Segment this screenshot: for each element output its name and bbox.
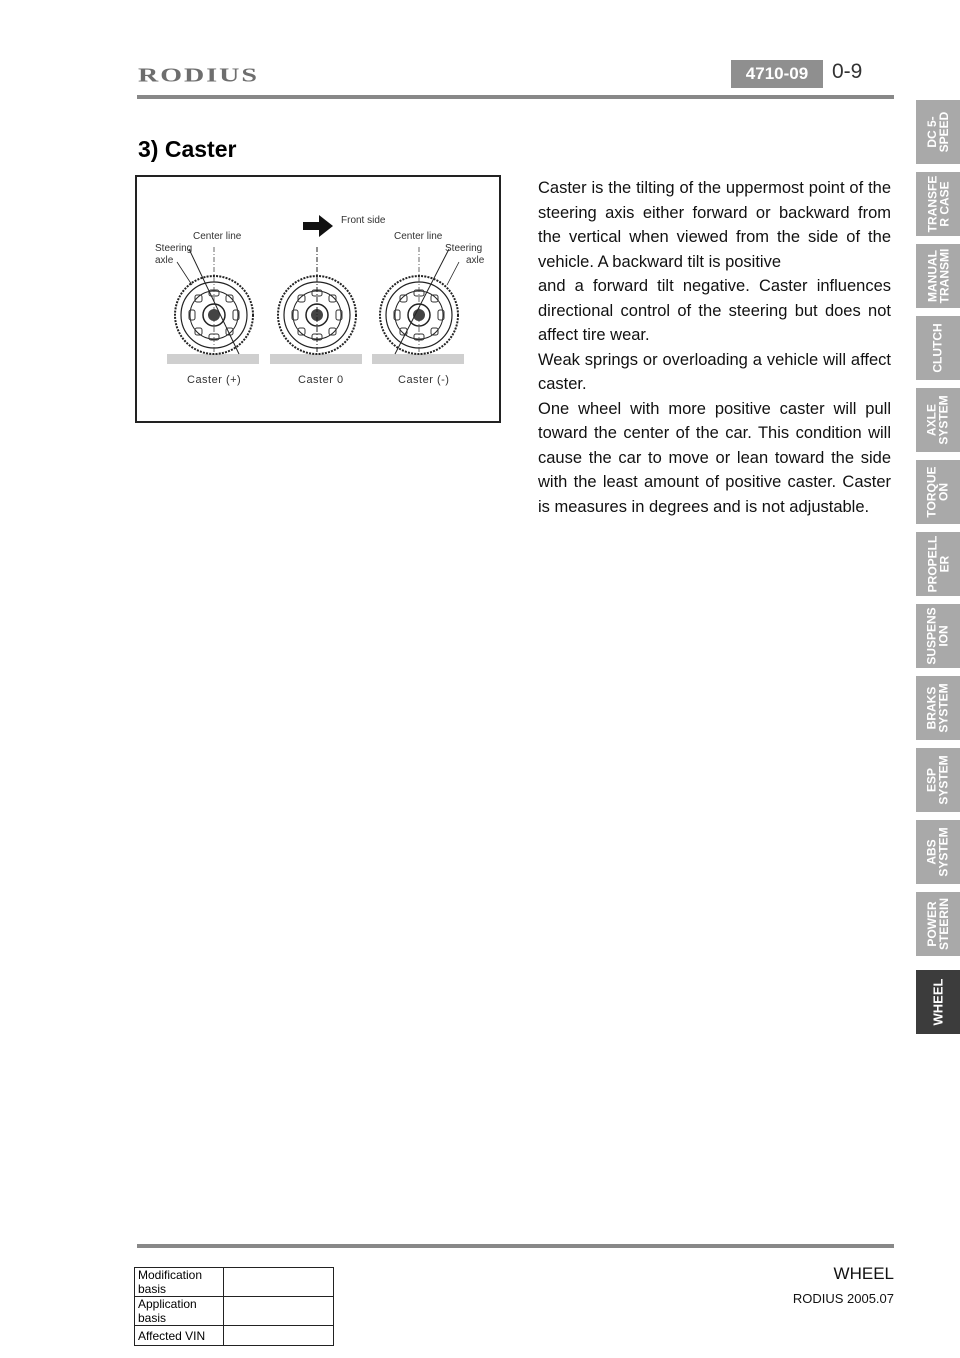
caption-caster-zero: Caster 0 xyxy=(298,374,344,386)
steering-axle-label-left-1: Steering xyxy=(155,243,193,254)
tab-label: WHEEL xyxy=(930,978,946,1026)
tab-label: DC 5- SPEED xyxy=(925,111,951,153)
section-title: 3) Caster xyxy=(138,136,237,162)
footer-divider xyxy=(137,1244,894,1248)
tab-suspension[interactable] xyxy=(916,604,960,668)
table-row xyxy=(135,1326,334,1346)
front-arrow-icon xyxy=(303,215,333,237)
tab-manual-transmission[interactable] xyxy=(916,244,960,308)
caster-figure xyxy=(135,175,501,423)
tab-torque-on[interactable] xyxy=(916,460,960,524)
footer-edition: RODIUS 2005.07 xyxy=(792,1291,894,1306)
tab-esp-system[interactable] xyxy=(916,748,960,812)
steering-axle-label-right-1: Steering xyxy=(445,243,483,254)
table-row xyxy=(135,1268,334,1297)
table-cell-label: Modification basis xyxy=(135,1268,224,1297)
table-cell-label: Application basis xyxy=(135,1297,224,1326)
paragraph: One wheel with more positive caster will pull toward the center of the car. This condition will cause the car to move or lean toward the side with the least amount of positive caster. Caster is measures in degrees and is not adjustable. xyxy=(538,399,891,516)
section-code-badge: 4710-09 xyxy=(731,60,823,88)
tab-dc-5-speed[interactable] xyxy=(916,100,960,164)
tab-label: TRANSFE R CASE xyxy=(925,175,952,233)
caption-caster-negative: Caster (-) xyxy=(398,374,450,386)
tab-label: TORQUE ON xyxy=(925,466,951,518)
table-cell-value xyxy=(224,1297,334,1326)
table-cell-value xyxy=(224,1326,334,1346)
paragraph: Caster is the tilting of the uppermost point of the steering axis either forward or backward from the vertical when viewed from the side of the vehicle. A backward tilt is positive xyxy=(538,179,891,271)
tab-power-steering[interactable] xyxy=(916,892,960,956)
wheel-caster-positive xyxy=(175,247,253,354)
tab-label: PROPELL ER xyxy=(925,535,952,593)
table-row xyxy=(135,1297,334,1326)
table-cell-value xyxy=(224,1268,334,1297)
page-number: 0-9 xyxy=(832,60,863,83)
front-side-label: Front side xyxy=(341,215,386,226)
caster-description xyxy=(538,176,891,519)
center-line-label-right: Center line xyxy=(394,231,443,242)
tab-label: AXLE SYSTEM xyxy=(925,395,951,445)
steering-axle-label-right-2: axle xyxy=(466,255,485,266)
caption-caster-positive: Caster (+) xyxy=(187,374,242,386)
tab-propeller[interactable] xyxy=(916,532,960,596)
modification-table xyxy=(134,1267,334,1346)
tab-label: POWER STEERIN xyxy=(925,897,952,951)
paragraph: and a forward tilt negative. Caster influences directional control of the steering but does not affect tire wear. xyxy=(538,277,891,344)
footer-chapter-title: WHEEL xyxy=(833,1264,894,1283)
tab-label: ESP SYSTEM xyxy=(925,755,951,805)
table-cell-label: Affected VIN xyxy=(135,1326,224,1346)
tab-wheel[interactable] xyxy=(916,970,960,1034)
tab-brake-system[interactable] xyxy=(916,676,960,740)
wheel-caster-negative xyxy=(380,247,458,354)
tab-label: SUSPENS ION xyxy=(925,607,952,665)
tab-label: MANUAL TRANSMI xyxy=(925,248,952,304)
tab-axle-system[interactable] xyxy=(916,388,960,452)
tab-label: ABS SYSTEM xyxy=(925,827,951,877)
tab-abs-system[interactable] xyxy=(916,820,960,884)
wheel-caster-zero xyxy=(278,247,356,354)
tab-label: BRAKS SYSTEM xyxy=(925,683,951,733)
tab-label: CLUTCH xyxy=(931,323,946,373)
paragraph: Weak springs or overloading a vehicle will affect caster. xyxy=(538,350,891,393)
center-line-label-left: Center line xyxy=(193,231,242,242)
tab-clutch[interactable] xyxy=(916,316,960,380)
steering-axle-label-left-2: axle xyxy=(155,255,174,266)
brand-logo: RODIUS xyxy=(138,64,259,87)
tab-transfer-case[interactable] xyxy=(916,172,960,236)
header-divider xyxy=(137,95,894,99)
